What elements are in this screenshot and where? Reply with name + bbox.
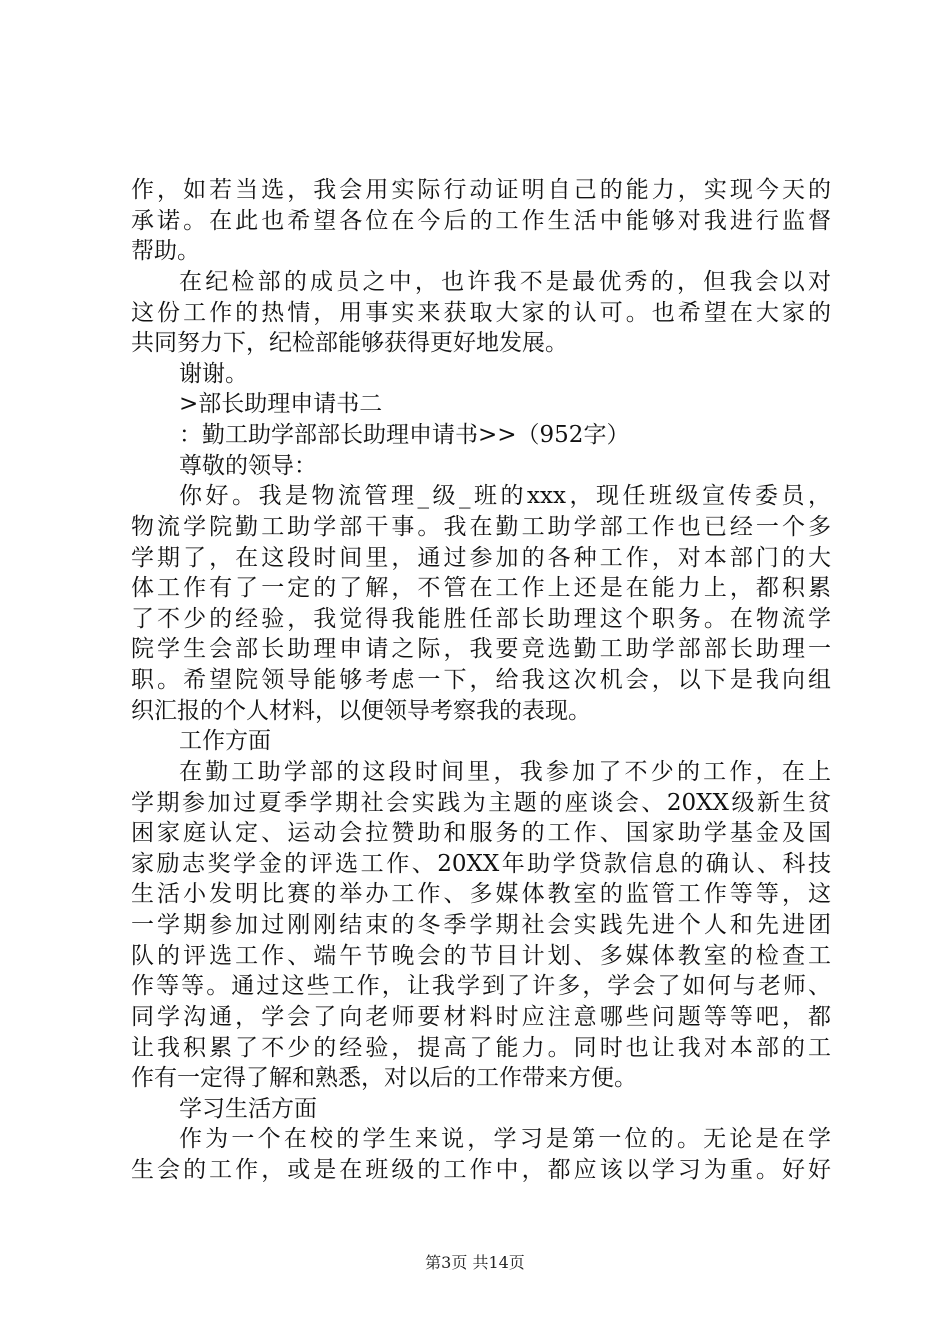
section-heading: >部长助理申请书二 (179, 391, 383, 417)
salutation: 尊敬的领导： (179, 453, 317, 479)
text-line: 在勤工助学部的这段时间里，我参加了不少的工作，在上 (179, 759, 831, 785)
text-line: 家励志奖学金的评选工作、20XX年助学贷款信息的确认、科技 (131, 851, 831, 877)
text-line: 了不少的经验，我觉得我能胜任部长助理这个职务。在物流学 (131, 606, 831, 632)
text-line: 作，如若当选，我会用实际行动证明自己的能力，实现今天的 (131, 177, 831, 203)
text-line: 你好。我是物流管理_级_班的xxx，现任班级宣传委员， (179, 483, 831, 509)
text-line: 生会的工作，或是在班级的工作中，都应该以学习为重。好好 (131, 1157, 831, 1183)
text-line: 作等等。通过这些工作，让我学到了许多，学会了如何与老师、 (131, 973, 831, 999)
text-line: 学期了，在这段时间里，通过参加的各种工作，对本部门的大 (131, 545, 831, 571)
text-line: 物流学院勤工助学部干事。我在勤工助学部工作也已经一个多 (131, 514, 831, 540)
text-line: 队的评选工作、端午节晚会的节目计划、多媒体教室的检查工 (131, 943, 831, 969)
section-heading: ：勤工助学部部长助理申请书>>（952字） (179, 422, 630, 448)
text-line: 作有一定得了解和熟悉，对以后的工作带来方便。 (131, 1065, 637, 1091)
section-heading: 工作方面 (179, 728, 271, 754)
text-line: 帮助。 (131, 238, 200, 264)
page-number-footer: 第3页 共14页 (425, 1253, 525, 1272)
text-line: 同学沟通，学会了向老师要材料时应注意哪些问题等等吧，都 (131, 1004, 831, 1030)
text-line: 生活小发明比赛的举办工作、多媒体教室的监管工作等等，这 (131, 881, 831, 907)
text-line: 困家庭认定、运动会拉赞助和服务的工作、国家助学基金及国 (131, 820, 831, 846)
text-line: 体工作有了一定的了解，不管在工作上还是在能力上，都积累 (131, 575, 831, 601)
text-line: 职。希望院领导能够考虑一下，给我这次机会，以下是我向组 (131, 667, 831, 693)
text-line: 承诺。在此也希望各位在今后的工作生活中能够对我进行监督 (131, 208, 831, 234)
text-line: 在纪检部的成员之中，也许我不是最优秀的，但我会以对 (179, 269, 831, 295)
text-line: 共同努力下，纪检部能够获得更好地发展。 (131, 330, 568, 356)
text-line: 谢谢。 (179, 361, 248, 387)
text-line: 学期参加过夏季学期社会实践为主题的座谈会、20XX级新生贫 (131, 790, 831, 816)
text-line: 让我积累了不少的经验，提高了能力。同时也让我对本部的工 (131, 1035, 831, 1061)
text-line: 织汇报的个人材料，以便领导考察我的表现。 (131, 698, 591, 724)
text-line: 作为一个在校的学生来说，学习是第一位的。无论是在学 (179, 1126, 831, 1152)
text-line: 院学生会部长助理申请之际，我要竞选勤工助学部部长助理一 (131, 636, 831, 662)
section-heading: 学习生活方面 (179, 1096, 317, 1122)
text-line: 这份工作的热情，用事实来获取大家的认可。也希望在大家的 (131, 300, 831, 326)
text-line: 一学期参加过刚刚结束的冬季学期社会实践先进个人和先进团 (131, 912, 831, 938)
